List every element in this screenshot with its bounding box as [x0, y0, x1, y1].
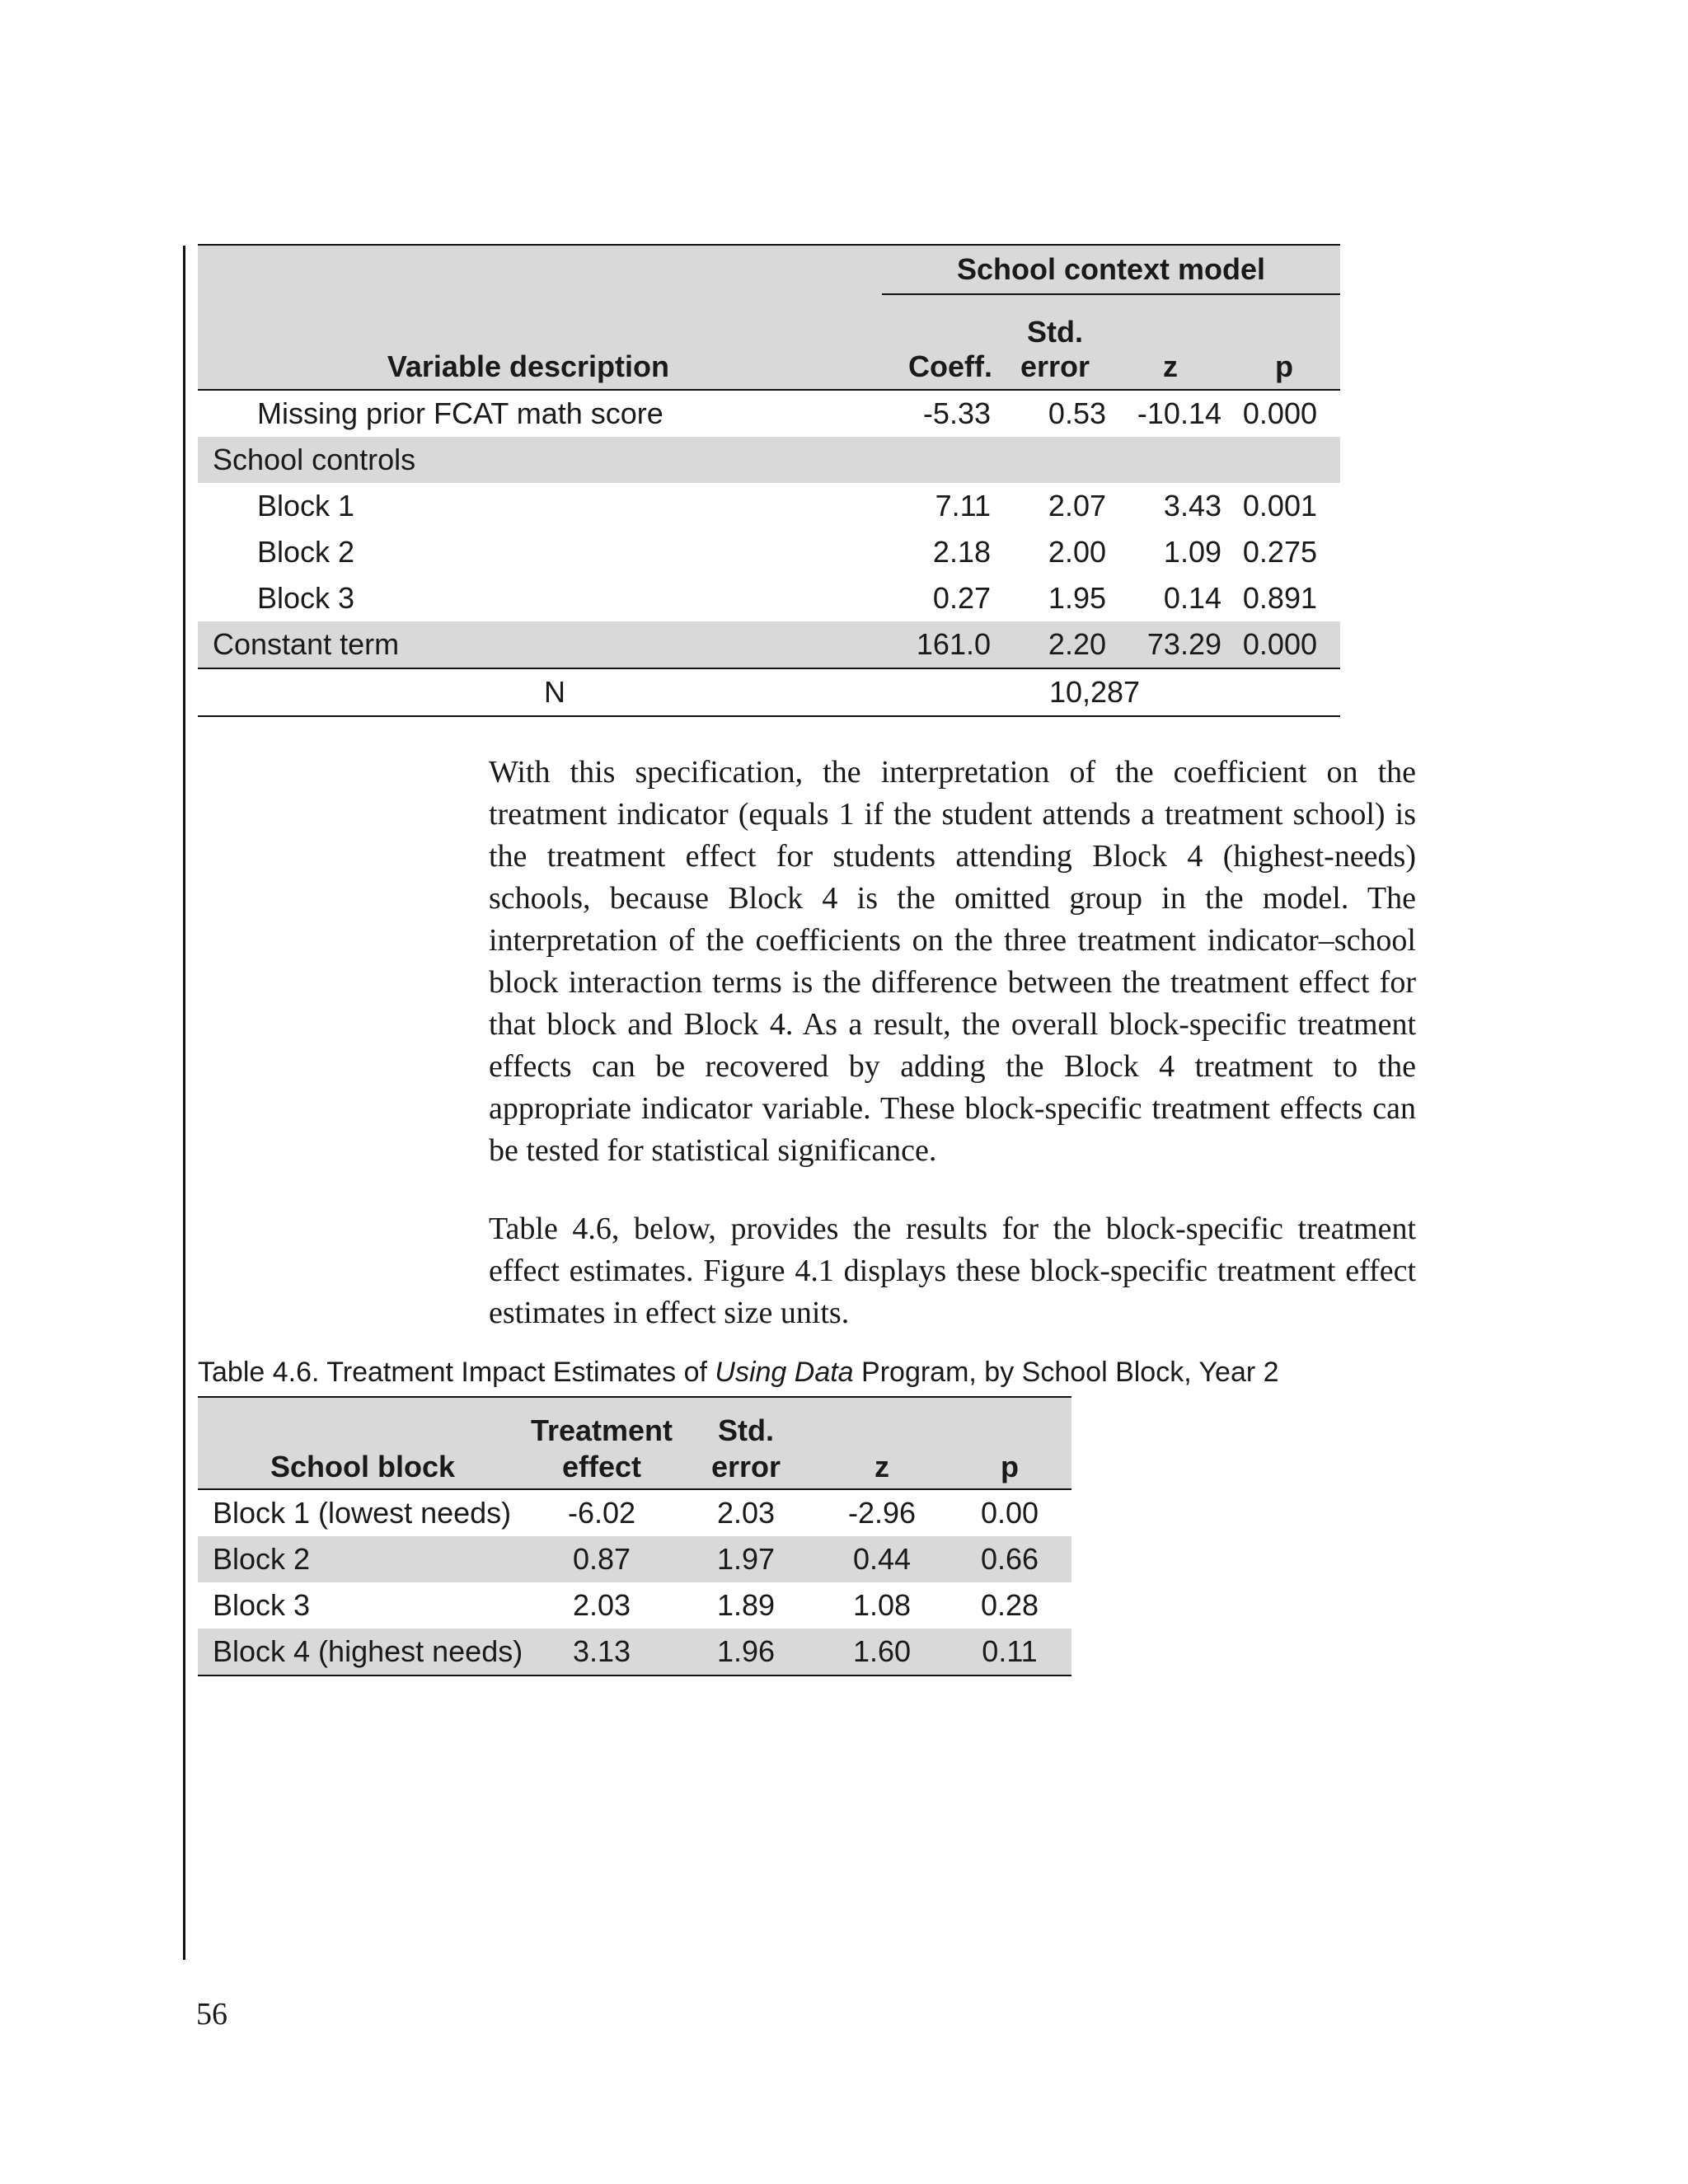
col-header-p: p	[948, 1397, 1071, 1489]
body-paragraph: Table 4.6, below, provides the results for the block-specific treatment effect estimates. Figure 4.1 displays these block-specific treatment effect estimates in effect size units.	[489, 1212, 1416, 1330]
body-paragraph: With this specification, the interpretation of the coefficient on the treatment indicator (equals 1 if the student attends a treatment school) is the treatment effect for students attending Block 4 (highest-needs) schools, because Block 4 is the omitted group in the model. The interpretation of the coefficients on the three treatment indicator–school block interaction terms is the difference between the treatment effect for that block and Block 4. As a result, the overall block-specific treatment effects can be recovered by adding the Block 4 treatment to the appropriate indicator variable. These block-specific treatment effects can be tested for statistical significance.	[489, 755, 1416, 1168]
col-header-std-error: Std. error	[997, 294, 1113, 390]
col-header-coeff: Coeff.	[882, 294, 997, 390]
n-label: N	[198, 668, 882, 716]
table-row: Missing prior FCAT math score -5.33 0.53 -10.14 0.000	[257, 396, 1317, 430]
col-header-p: p	[1228, 294, 1340, 390]
n-row	[198, 668, 1340, 716]
col-header-std-error: Std. error	[676, 1397, 816, 1489]
table-row: Block 2 2.18 2.00 1.09 0.275	[257, 535, 1317, 569]
table-row: Block 4 (highest needs) 3.13 1.96 1.60 0.11	[198, 1629, 1071, 1675]
margin-rule	[183, 246, 185, 1960]
col-header-z: z	[816, 1397, 948, 1489]
group-header: School context model	[882, 245, 1340, 294]
school-context-table	[198, 244, 1340, 717]
table-row: Block 3 0.27 1.95 0.14 0.891	[257, 581, 1317, 615]
n-value: 10,287	[882, 668, 1340, 716]
col-header-variable: Variable description	[198, 294, 882, 390]
table-row: Block 1 (lowest needs) -6.02 2.03 -2.96 0.00	[213, 1496, 1039, 1530]
table-caption: Table 4.6. Treatment Impact Estimates of Using Data Program, by School Block, Year 2	[198, 1357, 1279, 1388]
col-header-z: z	[1113, 294, 1228, 390]
page-number: 56	[196, 1997, 227, 2032]
table-row: Block 1 7.11 2.07 3.43 0.001	[257, 489, 1317, 523]
treatment-impact-table	[198, 1396, 1071, 1676]
table-row: Block 3 2.03 1.89 1.08 0.28	[213, 1588, 1039, 1622]
table-row: Constant term 161.0 2.20 73.29 0.000	[198, 621, 1340, 668]
col-header-treatment-effect: Treatment effect	[528, 1397, 676, 1489]
col-header-school-block: School block	[198, 1397, 528, 1489]
table-row: School controls	[198, 437, 1340, 483]
table-row: Block 2 0.87 1.97 0.44 0.66	[198, 1536, 1071, 1582]
